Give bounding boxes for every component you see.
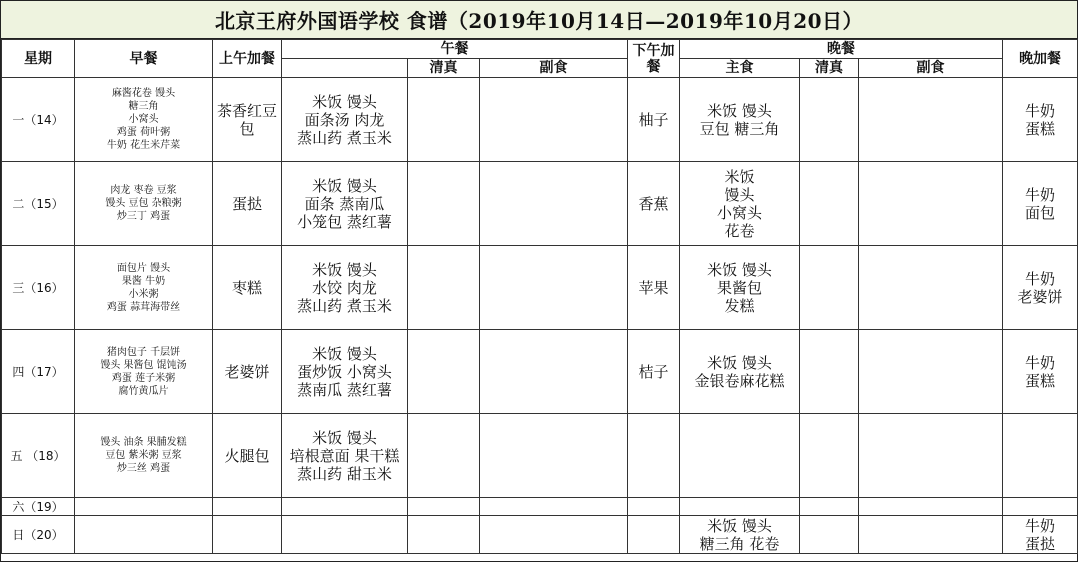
header-breakfast: 早餐 <box>75 40 213 78</box>
cell-lunch-halal <box>408 516 480 554</box>
header-dinner-side: 副食 <box>859 59 1003 78</box>
cell-breakfast: 猪肉包子 千层饼 馒头 果酱包 馄饨汤 鸡蛋 莲子米粥 腐竹黄瓜片 <box>75 330 213 414</box>
cell-dinner-main <box>680 498 800 516</box>
cell-dinner-side <box>859 498 1003 516</box>
table-row <box>2 78 1078 162</box>
cell-lunch-side <box>480 78 628 162</box>
header-row-1 <box>2 40 1078 59</box>
header-lunch-side: 副食 <box>480 59 628 78</box>
cell-pm-snack <box>628 516 680 554</box>
cell-night-snack: 牛奶 蛋糕 <box>1003 78 1078 162</box>
cell-lunch-main: 米饭 馒头 面条 蒸南瓜 小笼包 蒸红薯 <box>282 162 408 246</box>
header-dinner-main: 主食 <box>680 59 800 78</box>
cell-day: 二（15） <box>2 162 75 246</box>
cell-lunch-main: 米饭 馒头 培根意面 果干糕 蒸山药 甜玉米 <box>282 414 408 498</box>
table-row <box>2 246 1078 330</box>
cell-am-snack: 老婆饼 <box>213 330 282 414</box>
cell-lunch-main: 米饭 馒头 面条汤 肉龙 蒸山药 煮玉米 <box>282 78 408 162</box>
header-night-snack: 晚加餐 <box>1003 40 1078 78</box>
header-am-snack: 上午加餐 <box>213 40 282 78</box>
cell-day: 四（17） <box>2 330 75 414</box>
table-row <box>2 414 1078 498</box>
cell-pm-snack: 桔子 <box>628 330 680 414</box>
cell-pm-snack: 苹果 <box>628 246 680 330</box>
cell-dinner-side <box>859 162 1003 246</box>
table-row <box>2 162 1078 246</box>
cell-dinner-main <box>680 414 800 498</box>
cell-dinner-side <box>859 414 1003 498</box>
cell-pm-snack: 香蕉 <box>628 162 680 246</box>
header-lunch-main <box>282 59 408 78</box>
cell-dinner-main: 米饭 馒头 糖三角 花卷 <box>680 516 800 554</box>
cell-dinner-halal <box>800 162 859 246</box>
cell-lunch-main: 米饭 馒头 蛋炒饭 小窝头 蒸南瓜 蒸红薯 <box>282 330 408 414</box>
cell-lunch-main <box>282 498 408 516</box>
cell-breakfast <box>75 516 213 554</box>
cell-am-snack <box>213 498 282 516</box>
cell-am-snack <box>213 516 282 554</box>
header-pm-snack: 下午加餐 <box>628 40 680 78</box>
cell-dinner-main: 米饭 馒头 果酱包 发糕 <box>680 246 800 330</box>
header-lunch: 午餐 <box>282 40 628 59</box>
cell-lunch-halal <box>408 78 480 162</box>
cell-dinner-halal <box>800 330 859 414</box>
table-row <box>2 516 1078 554</box>
cell-dinner-halal <box>800 78 859 162</box>
cell-dinner-side <box>859 330 1003 414</box>
cell-lunch-side <box>480 330 628 414</box>
cell-lunch-main <box>282 516 408 554</box>
header-weekday: 星期 <box>2 40 75 78</box>
cell-lunch-side <box>480 246 628 330</box>
cell-lunch-halal <box>408 498 480 516</box>
cell-breakfast: 面包片 馒头 果酱 牛奶 小米粥 鸡蛋 蒜茸海带丝 <box>75 246 213 330</box>
cell-lunch-halal <box>408 414 480 498</box>
cell-lunch-main: 米饭 馒头 水饺 肉龙 蒸山药 煮玉米 <box>282 246 408 330</box>
cell-dinner-main: 米饭 馒头 金银卷麻花糕 <box>680 330 800 414</box>
header-lunch-halal: 清真 <box>408 59 480 78</box>
cell-lunch-halal <box>408 246 480 330</box>
cell-day: 五 （18） <box>2 414 75 498</box>
cell-am-snack: 枣糕 <box>213 246 282 330</box>
cell-pm-snack: 柚子 <box>628 78 680 162</box>
cell-lunch-halal <box>408 330 480 414</box>
cell-night-snack: 牛奶 蛋挞 <box>1003 516 1078 554</box>
cell-dinner-main: 米饭 馒头 豆包 糖三角 <box>680 78 800 162</box>
header-dinner-halal: 清真 <box>800 59 859 78</box>
cell-dinner-halal <box>800 246 859 330</box>
table-row <box>2 498 1078 516</box>
cell-night-snack <box>1003 414 1078 498</box>
cell-day: 六（19） <box>2 498 75 516</box>
cell-night-snack: 牛奶 面包 <box>1003 162 1078 246</box>
cell-day: 日（20） <box>2 516 75 554</box>
header-dinner: 晚餐 <box>680 40 1003 59</box>
cell-day: 三（16） <box>2 246 75 330</box>
cell-night-snack: 牛奶 蛋糕 <box>1003 330 1078 414</box>
cell-dinner-main: 米饭 馒头 小窝头 花卷 <box>680 162 800 246</box>
cell-lunch-side <box>480 516 628 554</box>
cell-am-snack: 火腿包 <box>213 414 282 498</box>
cell-dinner-halal <box>800 516 859 554</box>
menu-table <box>1 39 1078 554</box>
cell-am-snack: 蛋挞 <box>213 162 282 246</box>
cell-dinner-side <box>859 246 1003 330</box>
cell-night-snack <box>1003 498 1078 516</box>
cell-dinner-side <box>859 516 1003 554</box>
menu-body <box>2 78 1078 554</box>
cell-breakfast: 肉龙 枣卷 豆浆 馒头 豆包 杂粮粥 炒三丁 鸡蛋 <box>75 162 213 246</box>
cell-am-snack: 茶香红豆 包 <box>213 78 282 162</box>
cell-lunch-side <box>480 162 628 246</box>
cell-night-snack: 牛奶 老婆饼 <box>1003 246 1078 330</box>
cell-breakfast: 麻酱花卷 馒头 糖三角 小窝头 鸡蛋 荷叶粥 牛奶 花生米芹菜 <box>75 78 213 162</box>
cell-pm-snack <box>628 498 680 516</box>
cell-breakfast: 馒头 油条 果脯发糕 豆包 紫米粥 豆浆 炒三丝 鸡蛋 <box>75 414 213 498</box>
table-row <box>2 330 1078 414</box>
page-title: 北京王府外国语学校 食谱（2019年10月14日—2019年10月20日） <box>1 1 1077 39</box>
cell-pm-snack <box>628 414 680 498</box>
cell-dinner-halal <box>800 414 859 498</box>
cell-dinner-side <box>859 78 1003 162</box>
cell-day: 一（14） <box>2 78 75 162</box>
cell-lunch-side <box>480 498 628 516</box>
cell-dinner-halal <box>800 498 859 516</box>
cell-lunch-halal <box>408 162 480 246</box>
cell-lunch-side <box>480 414 628 498</box>
cell-breakfast <box>75 498 213 516</box>
